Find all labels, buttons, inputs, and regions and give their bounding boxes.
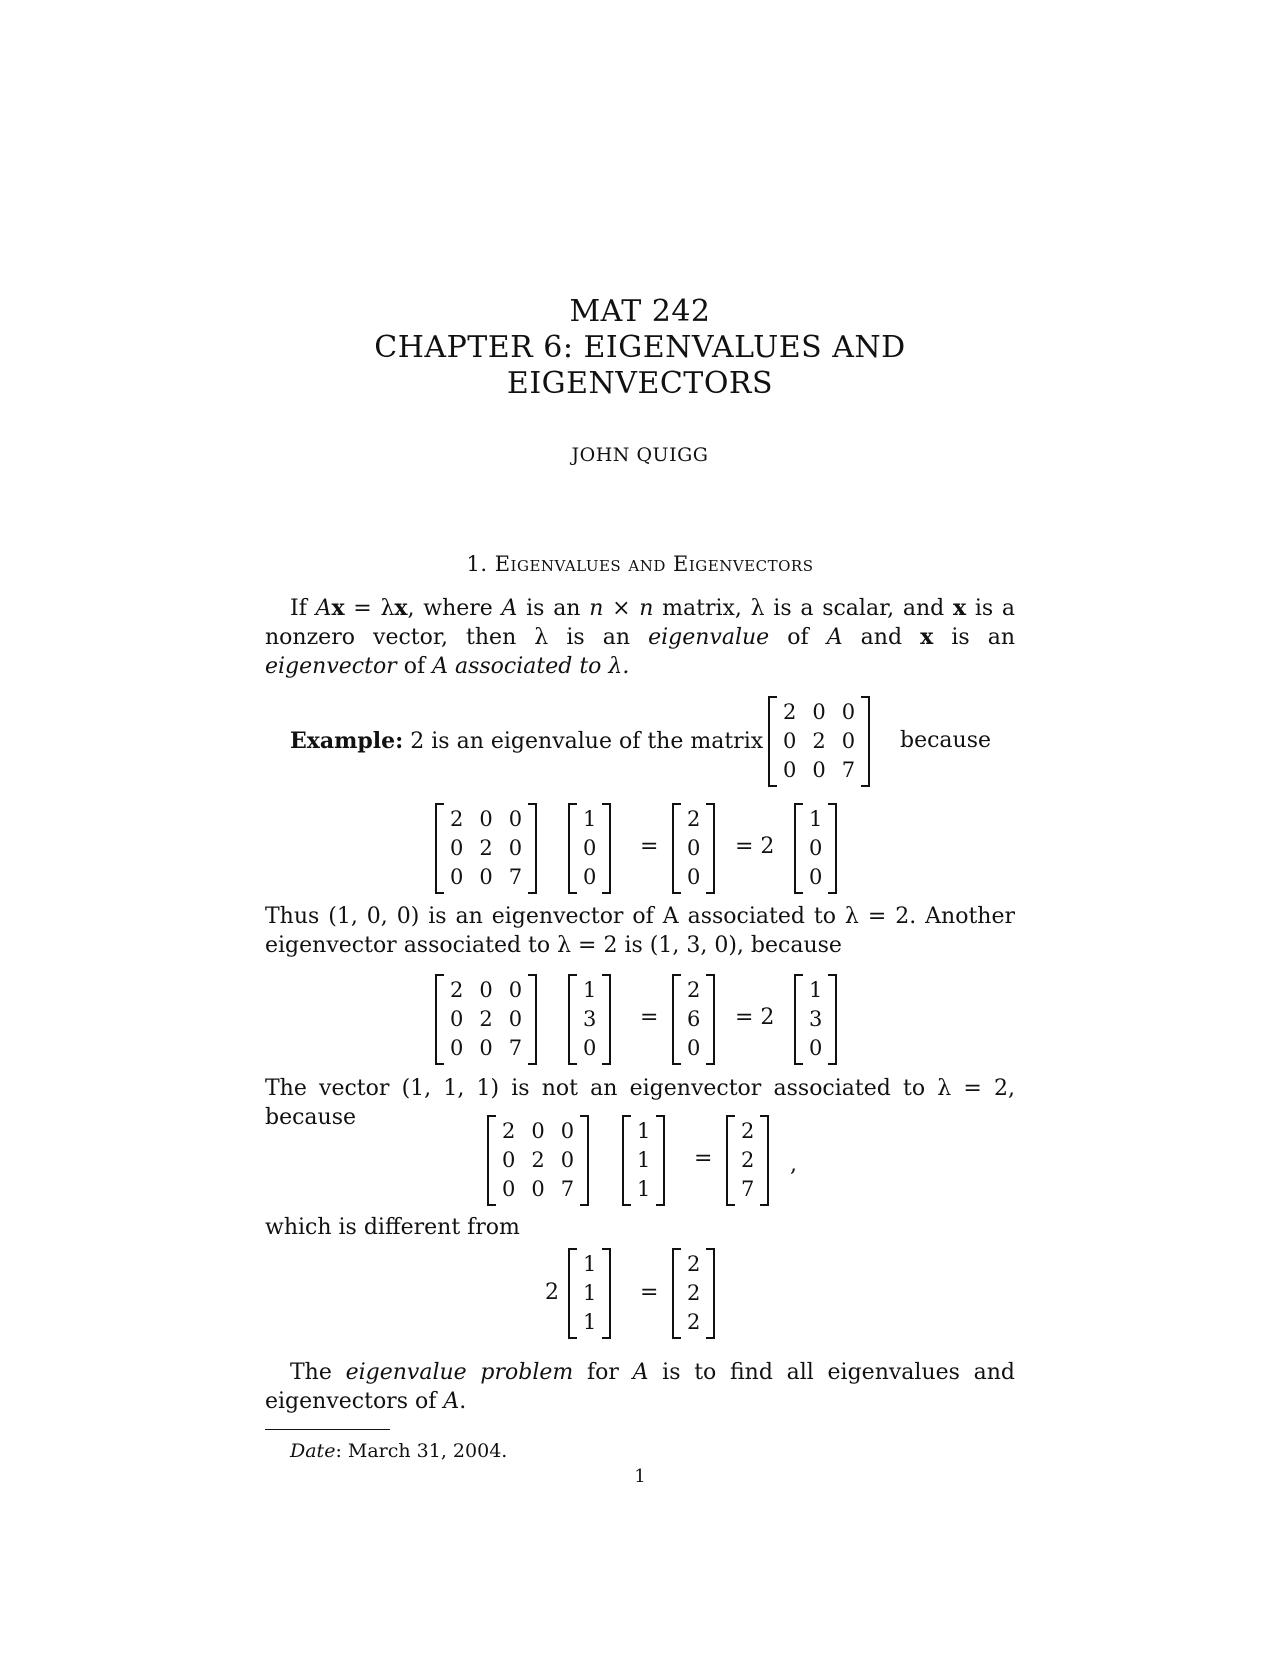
term-eigenvector: eigenvector [265,654,397,679]
matrix-entry: 0 [687,1036,701,1060]
matrix-entry: 2 [450,807,464,831]
title-line-2: CHAPTER 6: EIGENVALUES AND [374,330,906,365]
matrix-entry: 6 [687,1007,701,1031]
matrix-entry: 0 [479,1036,493,1060]
eq3-equals: = [694,1146,713,1171]
eq1-vector [568,803,611,894]
matrix-entry: 0 [841,700,856,724]
paragraph-eigenvalue-problem: The eigenvalue problem for A is to find all eigenvalues and eigenvectors of A. [265,1360,1015,1414]
matrix-entry: 0 [531,1177,545,1201]
matrix-entry: 0 [531,1119,545,1143]
matrix-entry: 0 [583,836,597,860]
matrix-entry: 2 [502,1119,516,1143]
eq2-scaled-vector [794,974,837,1065]
eq1-result [672,803,715,894]
matrix-entry: 2 [687,807,701,831]
page-number: 1 [634,1466,646,1487]
matrix-entry: 2 [479,836,493,860]
matrix-entry: 0 [687,865,701,889]
matrix-entry: 1 [809,807,823,831]
eq2-vector [568,974,611,1065]
term-eigenvalue-problem: eigenvalue problem [345,1360,574,1385]
matrix-entry: 0 [450,836,464,860]
matrix-entry: 0 [508,978,523,1002]
matrix-entry: 3 [809,1007,823,1031]
example-label: Example: [290,728,404,754]
eq1-matrix-A [435,803,537,894]
matrix-entry: 0 [783,729,797,753]
footnote-rule [265,1429,390,1430]
matrix-entry: 1 [637,1177,651,1201]
eq3-comma: , [790,1152,797,1177]
matrix-entry: 1 [809,978,823,1002]
matrix-entry: 1 [637,1119,651,1143]
eq2-equals: = [640,1005,659,1030]
matrix-entry: 1 [583,1310,597,1334]
matrix-entry: 1 [583,978,597,1002]
matrix-entry: 2 [687,1281,701,1305]
matrix-entry: 0 [809,836,823,860]
matrix-entry: 0 [479,865,493,889]
title-line-1: MAT 242 [569,294,711,329]
matrix-entry: 0 [809,1036,823,1060]
matrix-entry: 0 [783,758,797,782]
eq4-equals: = [640,1280,659,1305]
section-heading: 1. Eigenvalues and Eigenvectors [466,552,814,576]
matrix-entry: 2 [450,978,464,1002]
eq3-matrix-A [487,1115,589,1206]
matrix-A-example [768,696,870,787]
paragraph-not-eigenvector: The vector (1, 1, 1) is not an eigenvector associated to λ = 2, because [265,1076,1015,1130]
eq4-vector [568,1248,611,1339]
matrix-entry: 2 [741,1148,755,1172]
eq2-result [672,974,715,1065]
paragraph-thus: Thus (1, 0, 0) is an eigenvector of A associated to λ = 2. Another eigenvector associated to λ = 2 is (1, 3, 0), because [265,904,1015,958]
matrix-entry: 0 [508,1007,523,1031]
matrix-entry: 0 [809,865,823,889]
matrix-entry: 0 [502,1177,516,1201]
matrix-entry: 0 [841,729,856,753]
matrix-entry: 0 [812,758,826,782]
eq4-result [672,1248,715,1339]
matrix-entry: 0 [508,807,523,831]
matrix-entry: 3 [583,1007,597,1031]
matrix-entry: 2 [479,1007,493,1031]
matrix-entry: 0 [502,1148,516,1172]
matrix-entry: 2 [687,1252,701,1276]
matrix-entry: 0 [583,1036,597,1060]
matrix-entry: 1 [637,1148,651,1172]
eq2-matrix-A [435,974,537,1065]
matrix-entry: 2 [531,1148,545,1172]
matrix-entry: 2 [687,1310,701,1334]
matrix-entry: 2 [783,700,797,724]
eq2-equals-scalar: = 2 [735,1005,775,1030]
matrix-entry: 7 [508,865,523,889]
matrix-entry: 0 [687,836,701,860]
matrix-entry: 7 [841,758,856,782]
matrix-entry: 0 [508,836,523,860]
matrix-entry: 0 [560,1119,575,1143]
matrix-entry: 0 [450,1007,464,1031]
matrix-entry: 7 [508,1036,523,1060]
definition-paragraph: If Ax = λx, where A is an n × n matrix, λ is a scalar, and x is a nonzero vector, then λ is an eigenvalue of A and x is an eigenvector of A associated to λ. [265,595,1015,679]
matrix-entry: 7 [741,1177,755,1201]
eq1-scaled-vector [794,803,837,894]
matrix-entry: 1 [583,1281,597,1305]
matrix-entry: 2 [687,978,701,1002]
matrix-entry: 1 [583,807,597,831]
because-label: because [900,728,992,753]
matrix-entry: 2 [741,1119,755,1143]
paragraph-different: which is different from [265,1215,520,1240]
matrix-entry: 0 [812,700,826,724]
eq3-result [726,1115,769,1206]
matrix-entry: 0 [560,1148,575,1172]
eq3-vector [622,1115,665,1206]
matrix-entry: 0 [583,865,597,889]
eq1-equals-scalar: = 2 [735,834,775,859]
matrix-entry: 0 [450,865,464,889]
example-line: Example: 2 is an eigenvalue of the matrix [290,728,764,754]
matrix-entry: 2 [812,729,826,753]
matrix-entry: 0 [479,807,493,831]
term-eigenvalue: eigenvalue [648,625,770,650]
matrix-entry: 0 [450,1036,464,1060]
matrix-entry: 7 [560,1177,575,1201]
matrix-entry: 1 [583,1252,597,1276]
matrix-entry: 0 [479,978,493,1002]
eq4-scalar: 2 [545,1280,559,1305]
title-line-3: EIGENVECTORS [506,366,774,401]
author: JOHN QUIGG [571,444,709,466]
eq1-equals: = [640,834,659,859]
paper-title [0,294,1280,402]
footnote-date: Date: March 31, 2004. [290,1440,508,1462]
